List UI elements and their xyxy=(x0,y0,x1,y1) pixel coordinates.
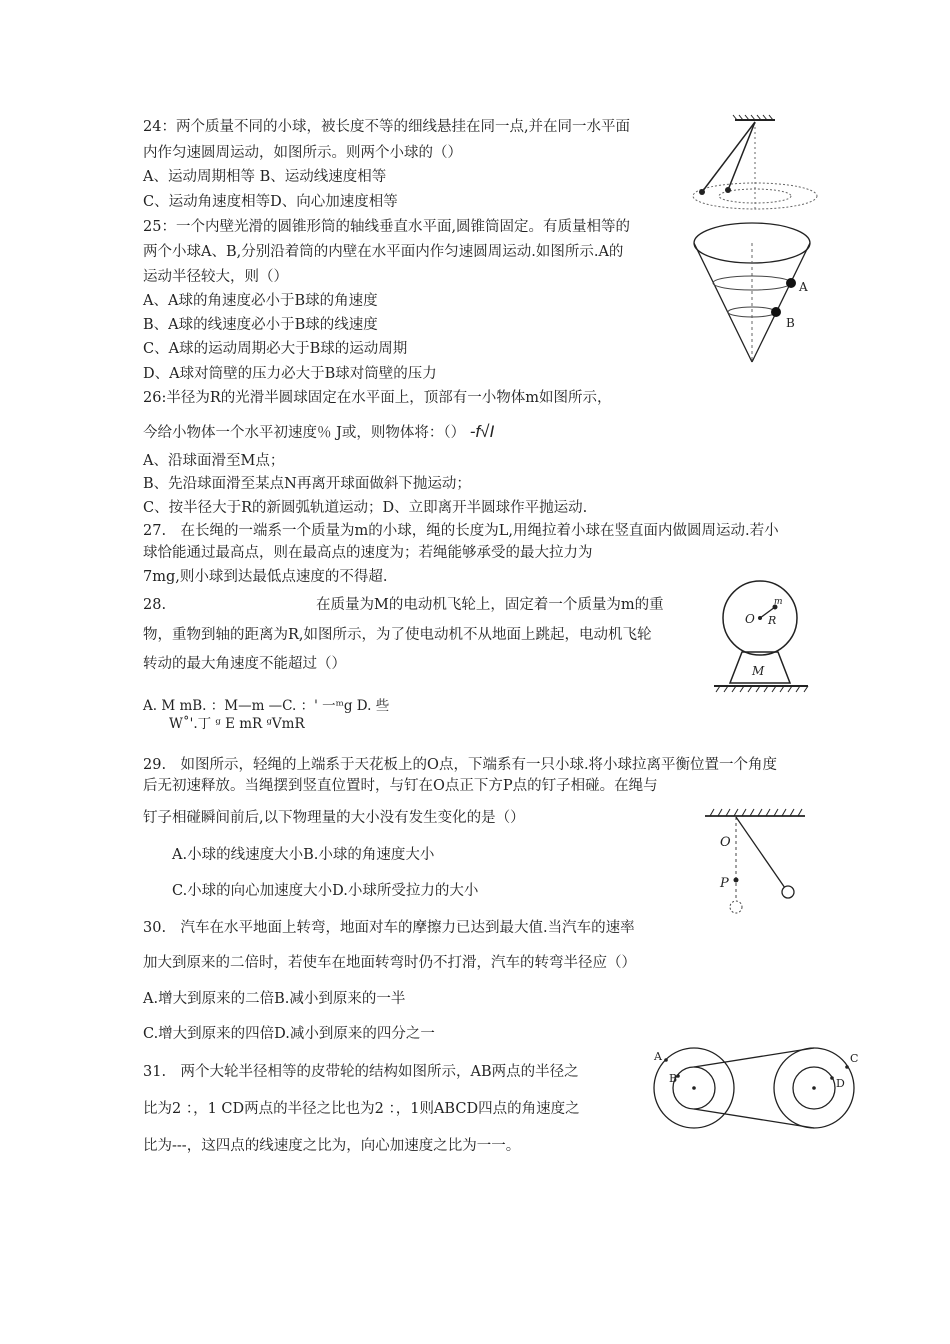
q30-option-cd: C.增大到原来的四倍D.减小到原来的四分之一 xyxy=(143,1026,435,1042)
q31-line-2: 比为2 ：，1 CD两点的半径之比也为2 ：，1则ABCD四点的角速度之 xyxy=(143,1101,580,1117)
q30-line-1: 30. 汽车在水平地面上转弯，地面对车的摩擦力已达到最大值.当汽车的速率 xyxy=(143,920,635,936)
q25-line-2: 两个小球A、B,分别沿着筒的内壁在水平面内作匀速圆周运动.如图所示.A的 xyxy=(143,244,624,260)
q27-line-1: 27. 在长绳的一端系一个质量为m的小球，绳的长度为L,用绳拉着小球在竖直面内做圆周运动.若小 xyxy=(143,523,779,539)
flywheel-label-o: O xyxy=(745,612,755,626)
motor-label-m: M xyxy=(752,664,765,678)
q30-line-2: 加大到原来的二倍时，若使车在地面转弯时仍不打滑，汽车的转弯半径应（） xyxy=(143,955,636,971)
cone-figure xyxy=(690,220,825,368)
q31-line-3: 比为---，这四点的线速度之比为，向心加速度之比为一一。 xyxy=(143,1138,521,1154)
q26-formula-fragment: -f√I xyxy=(469,422,495,441)
q26-line-5: C、按半径大于R的新圆弧轨道运动；D、立即离开半圆球作平抛运动. xyxy=(143,500,588,516)
belt-pulley-figure xyxy=(650,1045,865,1135)
q26-line-2 xyxy=(143,423,494,442)
q29-line-3: 钉子相碰瞬间前后,以下物理量的大小没有发生变化的是（） xyxy=(143,810,525,826)
q28-options-line-1: A. M mB. ：M—m —C. ：' 一ᵐg D. 些 xyxy=(143,698,390,714)
q31-line-1: 31. 两个大轮半径相等的皮带轮的结构如图所示，AB两点的半径之 xyxy=(143,1064,579,1080)
q28-number: 28. xyxy=(143,597,167,613)
q26-line-1: 26:半径为R的光滑半圆球固定在水平面上，顶部有一小物体m如图所示， xyxy=(143,390,612,406)
pulley-label-d: D xyxy=(836,1077,845,1090)
q29-line-1: 29. 如图所示，轻绳的上端系于天花板上的O点，下端系有一只小球.将小球拉离平衡位置一个角度 xyxy=(143,757,778,773)
q24-line-2: 内作匀速圆周运动，如图所示。则两个小球的（） xyxy=(143,145,462,161)
q26-line-3: A、沿球面滑至M点； xyxy=(143,453,285,469)
flywheel-label-r: R xyxy=(768,614,777,627)
pendulum-label-o: O xyxy=(720,835,731,850)
q28-line-3: 转动的最大角速度不能超过（） xyxy=(143,656,346,672)
cone-label-a: A xyxy=(799,280,808,294)
q27-line-2: 球恰能通过最高点，则在最高点的速度为；若绳能够承受的最大拉力为 xyxy=(143,545,593,561)
q27-line-3: 7mg,则小球到达最低点速度的不得超. xyxy=(143,569,388,585)
pulley-label-c: C xyxy=(850,1052,859,1065)
q29-line-2: 后无初速释放。当绳摆到竖直位置时，与钉在O点正下方P点的钉子相碰。在绳与 xyxy=(143,778,658,794)
q29-option-cd: C.小球的向心加速度大小D.小球所受拉力的大小 xyxy=(172,883,479,899)
q24-line-3: A、运动周期相等 B、运动线速度相等 xyxy=(143,169,387,185)
q26-line-4: B、先沿球面滑至某点N再离开球面做斜下抛运动； xyxy=(143,476,471,492)
flywheel-label-m: m xyxy=(774,597,783,607)
cone-label-b: B xyxy=(786,316,795,330)
q25-line-6: C、A球的运动周期必大于B球的运动周期 xyxy=(143,341,408,357)
q25-line-4: A、A球的角速度必小于B球的角速度 xyxy=(143,293,378,309)
q25-line-7: D、A球对筒壁的压力必大于B球对筒壁的压力 xyxy=(143,366,437,382)
q30-option-ab: A.增大到原来的二倍B.减小到原来的一半 xyxy=(143,991,406,1007)
q25-line-3: 运动半径较大，则（） xyxy=(143,269,288,285)
q25-line-5: B、A球的线速度必小于B球的线速度 xyxy=(143,317,378,333)
q24-line-4: C、运动角速度相等D、向心加速度相等 xyxy=(143,194,398,210)
conical-pendulum-figure xyxy=(690,110,840,220)
q28-line-2: 物，重物到轴的距离为R,如图所示，为了使电动机不从地面上跳起，电动机飞轮 xyxy=(143,627,652,643)
q29-option-ab: A.小球的线速度大小B.小球的角速度大小 xyxy=(172,847,435,863)
flywheel-motor-figure xyxy=(712,578,812,696)
q28-options-line-2: W˚'.丁 ᵍ E mR ᵍVmR xyxy=(169,716,305,732)
pulley-label-b: B xyxy=(669,1072,678,1085)
pendulum-peg-figure xyxy=(700,800,810,920)
q24-line-1: 24：两个质量不同的小球，被长度不等的细线悬挂在同一点,并在同一水平面 xyxy=(143,119,631,135)
q28-line-1: 在质量为M的电动机飞轮上，固定着一个质量为m的重 xyxy=(316,597,664,613)
q26-line-2-text: 今给小物体一个水平初速度％ J或，则物体将：（） xyxy=(143,425,466,441)
pendulum-label-p: P xyxy=(720,876,729,891)
pulley-label-a: A xyxy=(654,1050,662,1063)
q25-line-1: 25：一个内壁光滑的圆锥形筒的轴线垂直水平面,圆锥筒固定。有质量相等的 xyxy=(143,219,631,235)
